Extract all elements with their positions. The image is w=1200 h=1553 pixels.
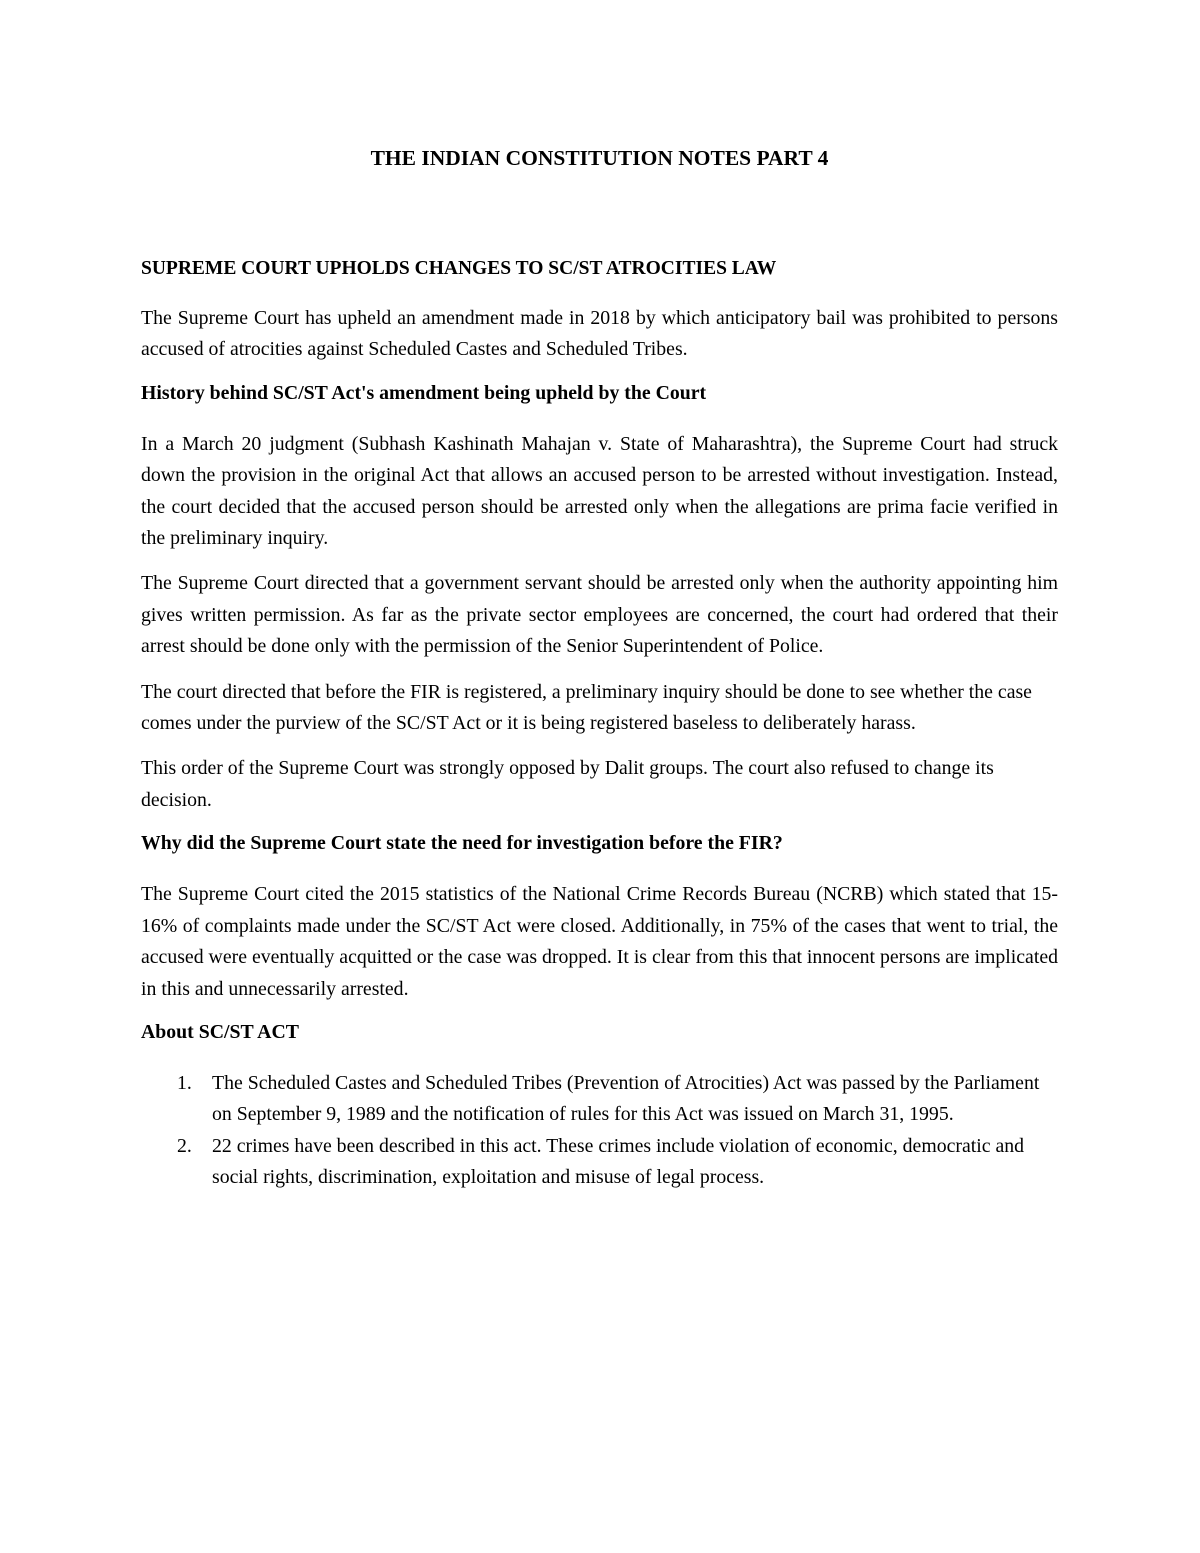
list-item: [141, 1131, 1058, 1194]
list-item: [141, 1068, 1058, 1131]
about-list: [141, 1068, 1058, 1194]
list-item-number: 2.: [177, 1134, 192, 1157]
history-heading: History behind SC/ST Act's amendment being upheld by the Court: [141, 381, 707, 404]
history-paragraph-3: The court directed that before the FIR is registered, a preliminary inquiry should be done to see whether the case comes under the purview of the SC/ST Act or it is being registered baseless to deliberately harass.: [141, 680, 1032, 735]
document-title: THE INDIAN CONSTITUTION NOTES PART 4: [370, 146, 829, 170]
why-heading: Why did the Supreme Court state the need for investigation before the FIR?: [141, 832, 783, 855]
history-paragraph-4: This order of the Supreme Court was strongly opposed by Dalit groups. The court also refused to change its decision.: [141, 757, 994, 811]
intro-paragraph: The Supreme Court has upheld an amendment made in 2018 by which anticipatory bail was prohibited to persons accused of atrocities against Scheduled Castes and Scheduled Tribes.: [141, 307, 1058, 361]
document-page: [141, 0, 1058, 1553]
list-item-number: 1.: [177, 1071, 192, 1094]
why-paragraph: The Supreme Court cited the 2015 statistics of the National Crime Records Bureau (NCRB) which stated that 15-16% of complaints made under the SC/ST Act were closed. Additionally, in 75% of the cases that went to trial, the accused were eventually acquitted or the case was dropped. It is clear from this that innocent persons are implicated in this and unnecessarily arrested.: [141, 883, 1058, 1000]
about-heading: About SC/ST ACT: [141, 1020, 299, 1043]
history-paragraph-1: In a March 20 judgment (Subhash Kashinath Mahajan v. State of Maharashtra), the Supreme Court had struck down the provision in the original Act that allows an accused person to be arrested without investigation. Instead, the court decided that the accused person should be arrested only when the allegations are prima facie verified in the preliminary inquiry.: [141, 432, 1058, 550]
list-item-text: The Scheduled Castes and Scheduled Tribes (Prevention of Atrocities) Act was passed by the Parliament on September 9, 1989 and the notification of rules for this Act was issued on March 31, 1995.: [212, 1071, 1040, 1126]
list-item-text: 22 crimes have been described in this act. These crimes include violation of economic, democratic and social rights, discrimination, exploitation and misuse of legal process.: [212, 1134, 1025, 1189]
section-heading: SUPREME COURT UPHOLDS CHANGES TO SC/ST ATROCITIES LAW: [141, 258, 777, 279]
history-paragraph-2: The Supreme Court directed that a government servant should be arrested only when the authority appointing him gives written permission. As far as the private sector employees are concerned, the court had ordered that their arrest should be done only with the permission of the Senior Superintendent of Police.: [141, 572, 1058, 658]
document-body: [141, 256, 1058, 1194]
